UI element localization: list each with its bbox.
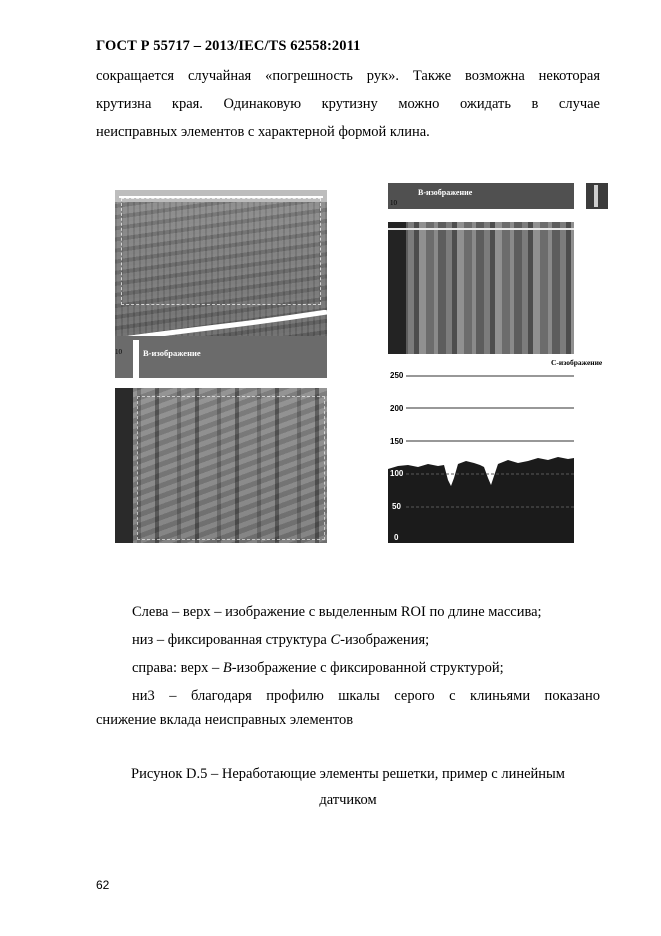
caption-line: Слева – верх – изображение с выделенным ROI по длине массива; [132,604,542,620]
roi-frame [121,198,321,305]
caption-text: низ – фиксированная структура [132,632,331,648]
c-image-label: C-изображение [551,358,603,367]
caption-emphasis: C [330,632,341,648]
c-scan-image [115,388,327,543]
caption-text: ни3 – благодаря профилю шкалы серого с клиньями показано [132,688,600,704]
profile-area [388,457,574,543]
scale-bar [133,340,139,378]
document-header: ГОСТ Р 55717 – 2013/IEC/TS 62558:2011 [96,38,361,54]
dead-element-column [388,222,406,354]
b-image-label: B-изображение [143,348,201,358]
intro-line: крутизна края. Одинаковую крутизну можно ожидать в случае [96,96,600,112]
intro-paragraph [96,62,600,146]
intro-line: неисправных элементов с характерной формой клина. [96,124,430,140]
caption-text: -изображения; [340,632,430,648]
b-scan-roi-image [115,190,327,378]
roi-frame [137,396,325,540]
tick-label: 200 [390,404,404,413]
colorbar-thumbnail [586,183,608,209]
tick-label: 50 [392,502,401,511]
fixed-structure-image [388,222,574,354]
caption-line [132,654,504,682]
scale-label: 10 [390,199,397,207]
caption-line: снижение вклада неисправных элементов [96,712,354,728]
figure-title: Рисунок D.5 – Неработающие элементы решетки, пример с линейным [131,766,565,782]
colorbar-indicator [594,185,598,207]
tick-label: 250 [390,371,404,380]
caption-text: -изображение с фиксированной структурой; [231,660,504,676]
figure-title: датчиком [319,792,377,808]
dead-element-column [115,388,133,543]
caption-line [132,626,429,654]
grey-scale-profile [388,368,574,543]
profile-svg [388,368,574,543]
b-image-strip [388,183,574,209]
page-number: 62 [96,878,110,892]
tick-label: 0 [394,533,399,542]
intro-line: сокращается случайная «погрешность рук». Также возможна некоторая [96,68,600,84]
caption-text: справа: верх – [132,660,223,676]
tick-label: 100 [390,469,404,478]
tick-label: 150 [390,437,404,446]
image-top-line [388,228,574,230]
scale-label: 10 [115,348,122,356]
b-image-label: B-изображение [418,188,473,197]
caption-emphasis: B [222,660,232,676]
